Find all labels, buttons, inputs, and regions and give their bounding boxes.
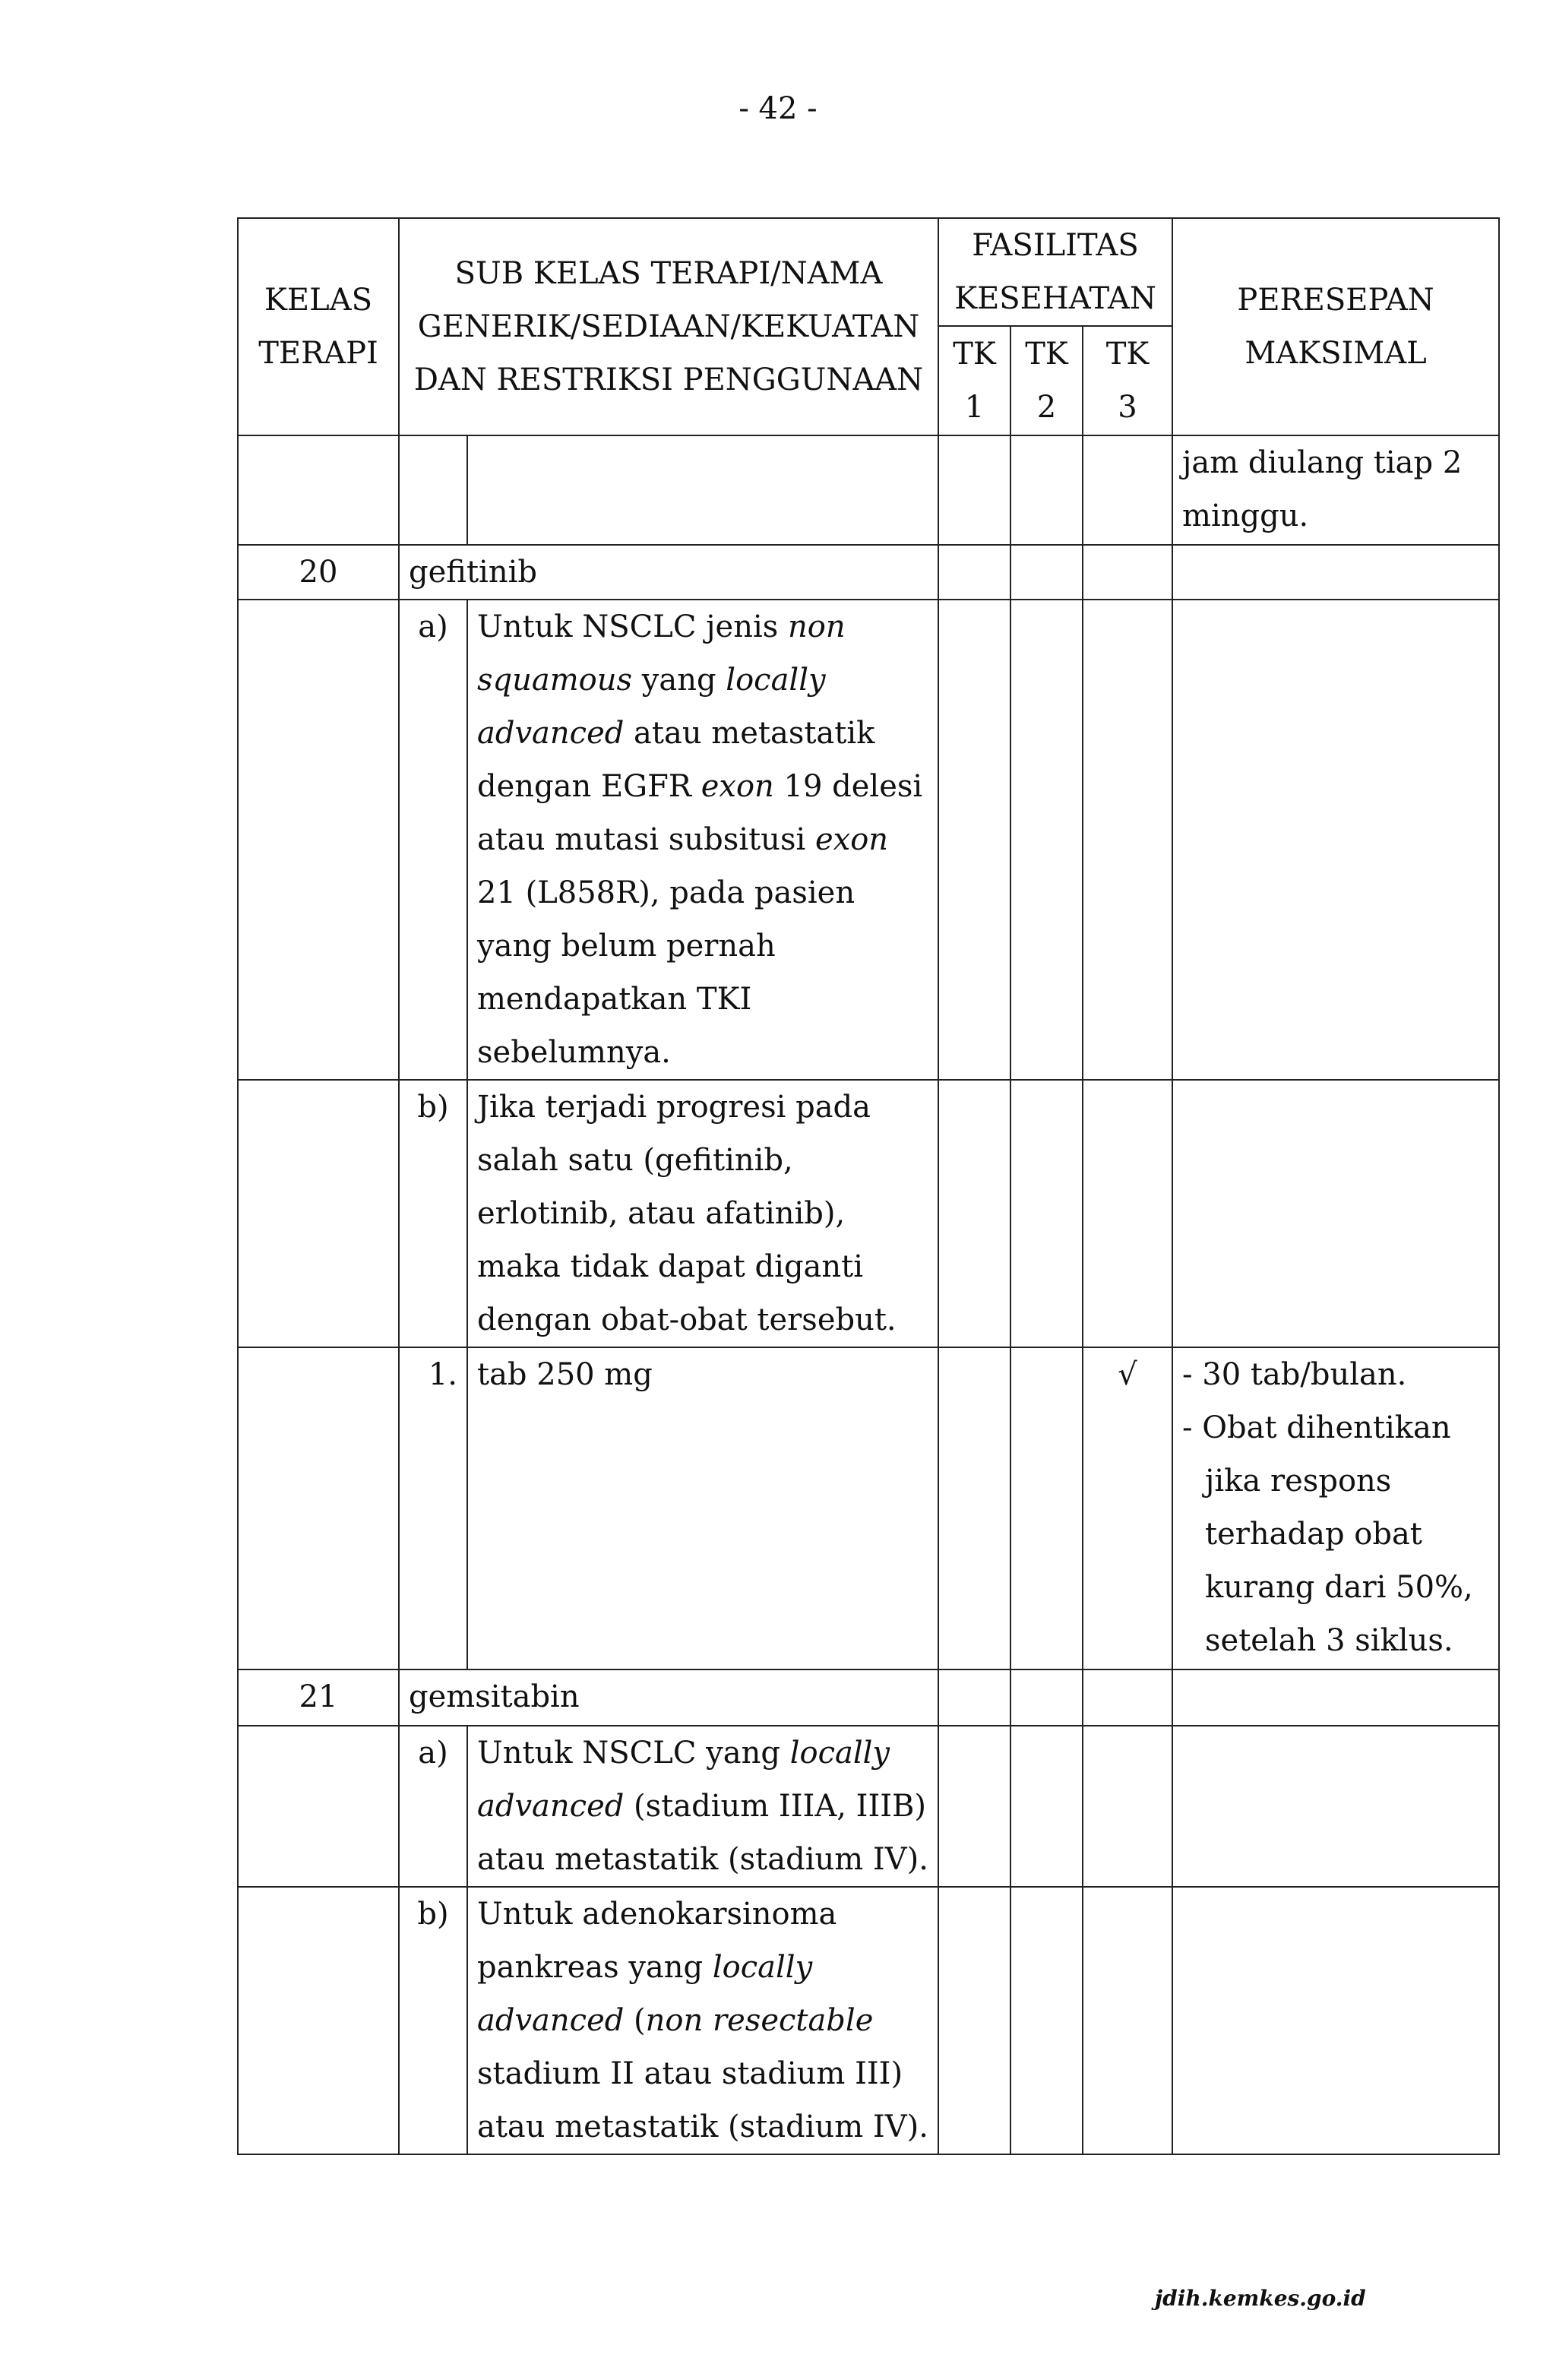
restriction-text <box>467 1887 938 2154</box>
restriction-label: a) <box>399 600 467 1080</box>
dosage-form: tab 250 mg <box>467 1347 938 1669</box>
restriction-row <box>238 600 1499 1080</box>
max-line: jika respons <box>1205 1464 1392 1499</box>
dosage-row <box>238 1347 1499 1669</box>
header-tk2: TK 2 <box>1010 326 1083 435</box>
restriction-line: sebelumnya. <box>477 1035 671 1070</box>
restriction-line: advanced (stadium IIIA, IIIB) <box>477 1789 927 1824</box>
header-row <box>238 218 1499 326</box>
header-peresepan: PERESEPAN MAKSIMAL <box>1172 218 1499 435</box>
max-line: - Obat dihentikan <box>1182 1410 1451 1445</box>
continuation-row <box>238 435 1499 545</box>
restriction-row <box>238 1080 1499 1347</box>
drug-row-21 <box>238 1669 1499 1726</box>
tk1-cell <box>938 1347 1010 1669</box>
restriction-line: 21 (L858R), pada pasien <box>477 875 855 910</box>
restriction-line: advanced atau metastatik <box>477 716 875 751</box>
header-kelas-terapi: KELAS TERAPI <box>238 218 399 435</box>
drug-number: 21 <box>238 1669 399 1726</box>
restriction-label: a) <box>399 1726 467 1887</box>
restriction-line: pankreas yang locally <box>477 1950 813 1985</box>
header-sub-kelas: SUB KELAS TERAPI/NAMA GENERIK/SEDIAAN/KEKUATAN DAN RESTRIKSI PENGGUNAAN <box>399 218 938 435</box>
max-line: - 30 tab/bulan. <box>1182 1357 1407 1392</box>
restriction-row <box>238 1726 1499 1887</box>
restriction-line: squamous yang locally <box>477 663 826 698</box>
max-line: kurang dari 50%, <box>1205 1570 1473 1605</box>
restriction-text <box>467 1726 938 1887</box>
page-number: - 42 - <box>738 91 818 126</box>
restriction-line: Untuk adenokarsinoma <box>477 1897 837 1932</box>
drug-name: gemsitabin <box>399 1669 938 1726</box>
header-tk3: TK 3 <box>1083 326 1172 435</box>
restriction-line: Untuk NSCLC jenis non <box>477 609 846 644</box>
restriction-line: atau mutasi subsitusi exon <box>477 822 889 857</box>
drug-name: gefitinib <box>399 545 938 600</box>
dosage-label: 1. <box>399 1347 467 1669</box>
restriction-line: mendapatkan TKI <box>477 982 752 1017</box>
restriction-line: atau metastatik (stadium IV). <box>477 1842 928 1877</box>
restriction-line: stadium II atau stadium III) <box>477 2056 903 2091</box>
drug-number: 20 <box>238 545 399 600</box>
restriction-label: b) <box>399 1887 467 2154</box>
footer-source: jdih.kemkes.go.id <box>1155 2286 1366 2311</box>
max-line: setelah 3 siklus. <box>1205 1623 1453 1658</box>
restriction-line: Untuk NSCLC yang locally <box>477 1736 890 1771</box>
header-fasilitas: FASILITAS KESEHATAN <box>938 218 1172 326</box>
tk2-cell <box>1010 1347 1083 1669</box>
restriction-line: yang belum pernah <box>477 929 776 964</box>
restriction-text <box>467 600 938 1080</box>
max-prescription <box>1172 1347 1499 1669</box>
drug-row-20 <box>238 545 1499 600</box>
continuation-max: jam diulang tiap 2 minggu. <box>1172 435 1499 545</box>
restriction-label: b) <box>399 1080 467 1347</box>
restriction-row <box>238 1887 1499 2154</box>
max-line: terhadap obat <box>1205 1517 1422 1552</box>
restriction-line: advanced (non resectable <box>477 2003 874 2038</box>
tk3-check-mark: √ <box>1083 1347 1172 1669</box>
restriction-line: dengan EGFR exon 19 delesi <box>477 769 923 804</box>
formulary-table <box>237 217 1500 2155</box>
restriction-text: Jika terjadi progresi pada salah satu (gefitinib, erlotinib, atau afatinib), maka tidak dapat diganti dengan obat-obat tersebut. <box>467 1080 938 1347</box>
header-tk1: TK 1 <box>938 326 1010 435</box>
restriction-line: atau metastatik (stadium IV). <box>477 2109 928 2144</box>
